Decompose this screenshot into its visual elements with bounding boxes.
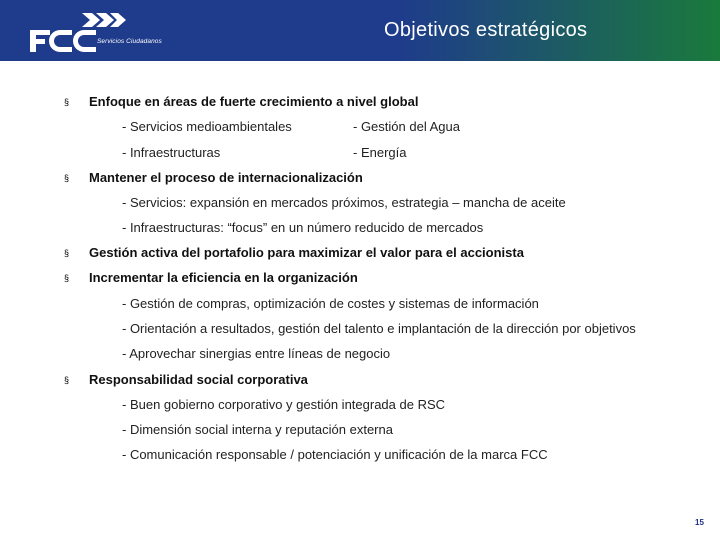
bullet-label: Incrementar la eficiencia en la organización — [89, 270, 358, 285]
page-number: 15 — [695, 518, 704, 527]
sub-item: - Aprovechar sinergias entre líneas de negocio — [122, 346, 391, 361]
sub-item: - Infraestructuras — [122, 145, 221, 160]
bullet-marker: § — [64, 97, 70, 107]
bullet-label: Enfoque en áreas de fuerte crecimiento a nivel global — [89, 94, 419, 109]
fcc-logo — [28, 10, 138, 55]
sub-item: - Gestión de compras, optimización de costes y sistemas de información — [122, 296, 539, 311]
brand-tagline: Servicios Ciudadanos — [97, 38, 162, 45]
bullet-marker: § — [64, 173, 70, 183]
bullet-label: Responsabilidad social corporativa — [89, 372, 308, 387]
sub-item: - Comunicación responsable / potenciación y unificación de la marca FCC — [122, 447, 548, 462]
page-title: Objetivos estratégicos — [384, 19, 588, 41]
sub-item: - Servicios medioambientales — [122, 119, 292, 134]
sub-item: - Gestión del Agua — [353, 119, 460, 134]
sub-item: - Infraestructuras: “focus” en un número reducido de mercados — [122, 220, 484, 235]
bullet-label: Mantener el proceso de internacionalización — [89, 170, 363, 185]
bullet-marker: § — [64, 273, 70, 283]
sub-item: - Buen gobierno corporativo y gestión integrada de RSC — [122, 397, 446, 412]
bullet-marker: § — [64, 248, 70, 258]
bullet-label: Gestión activa del portafolio para maximizar el valor para el accionista — [89, 245, 524, 260]
bullet-marker: § — [64, 375, 70, 385]
header-banner — [0, 0, 720, 61]
sub-item: - Servicios: expansión en mercados próximos, estrategia – mancha de aceite — [122, 195, 566, 210]
sub-item: - Energía — [353, 145, 407, 160]
sub-item: - Dimensión social interna y reputación externa — [122, 422, 393, 437]
sub-item: - Orientación a resultados, gestión del talento e implantación de la dirección por objetivos — [122, 321, 636, 336]
